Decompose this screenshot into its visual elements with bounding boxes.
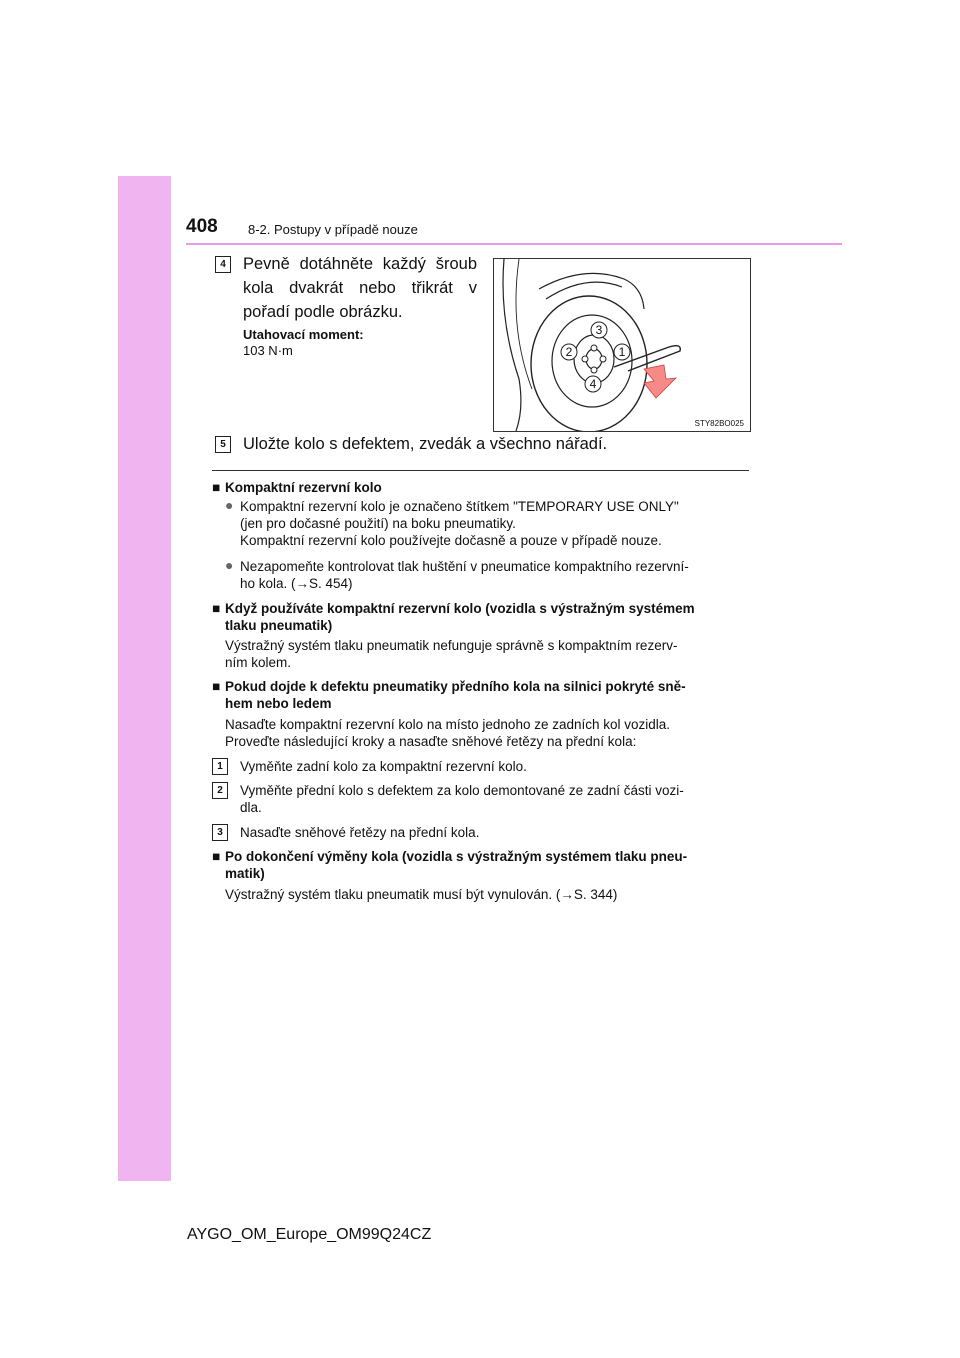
text-line: (jen pro dočasné použití) na boku pneumatiky. — [240, 516, 516, 531]
square-marker-icon: ■ — [212, 679, 221, 694]
section-heading — [212, 678, 749, 712]
section-body — [225, 716, 749, 750]
heading-line: Pokud dojde k defektu pneumatiky předního kola na silnici pokryté sně- — [225, 679, 686, 694]
bullet-icon: ● — [225, 497, 234, 513]
step-number-box: 2 — [212, 782, 228, 799]
torque-value: 103 N·m — [243, 343, 293, 358]
section-title: 8-2. Postupy v případě nouze — [248, 222, 418, 237]
document-footer-code: AYGO_OM_Europe_OM99Q24CZ — [187, 1226, 432, 1243]
fig-label-4: 4 — [589, 377, 597, 391]
text-line: dla. — [240, 800, 262, 815]
text-line: Nasaďte kompaktní rezervní kolo na místo jednoho ze zadních kol vozidla. — [225, 717, 671, 732]
heading-text: Kompaktní rezervní kolo — [225, 480, 382, 495]
heading-line: matik) — [225, 866, 265, 881]
step-number-box: 5 — [215, 436, 231, 453]
torque-label: Utahovací moment: — [243, 327, 364, 342]
section-divider — [212, 470, 749, 471]
step-5-text: Uložte kolo s defektem, zvedák a všechno nářadí. — [243, 435, 608, 453]
text-line: Proveďte následující kroky a nasaďte sněhové řetězy na přední kola: — [225, 734, 637, 749]
heading-line: tlaku pneumatik) — [225, 618, 333, 633]
text-line: Vyměňte zadní kolo za kompaktní rezervní kolo. — [240, 759, 527, 774]
text-line: Kompaktní rezervní kolo používejte dočasně a pouze v případě nouze. — [240, 533, 662, 548]
tighten-direction-arrow-icon — [644, 365, 676, 398]
step-number-box: 1 — [212, 758, 228, 775]
text-line: Výstražný systém tlaku pneumatik nefunguje správně s kompaktním rezerv- — [225, 638, 678, 653]
square-marker-icon: ■ — [212, 601, 221, 616]
step-number-box: 4 — [215, 256, 231, 273]
header-rule — [186, 243, 842, 245]
text-line: Kompaktní rezervní kolo je označeno štítkem "TEMPORARY USE ONLY" — [240, 499, 679, 514]
list-item — [225, 558, 749, 592]
fig-label-3: 3 — [595, 323, 603, 337]
heading-line: Po dokončení výměny kola (vozidla s výstražným systémem tlaku pneu- — [225, 849, 688, 864]
text-line: ho kola. (→S. 454) — [240, 576, 353, 591]
section-body — [225, 886, 749, 903]
square-marker-icon: ■ — [212, 849, 221, 864]
section-heading — [212, 848, 749, 882]
page-sidebar-tab — [118, 176, 171, 1181]
wheel-nut-tightening-figure — [493, 258, 751, 432]
heading-line: Když používáte kompaktní rezervní kolo (vozidla s výstražným systémem — [225, 601, 695, 616]
section-heading — [212, 600, 749, 634]
text-line: Nasaďte sněhové řetězy na přední kola. — [240, 825, 480, 840]
section-heading — [212, 479, 749, 496]
heading-line: hem nebo ledem — [225, 696, 332, 711]
fig-label-1: 1 — [618, 345, 626, 359]
text-line: ním kolem. — [225, 655, 292, 670]
sub-step-text — [240, 758, 749, 775]
text-line: Výstražný systém tlaku pneumatik musí být vynulován. (→S. 344) — [225, 887, 618, 902]
wheel-illustration — [494, 259, 750, 431]
sub-step-text — [240, 782, 749, 816]
sub-step-text — [240, 824, 749, 841]
text-line: Vyměňte přední kolo s defektem za kolo demontované ze zadní části vozi- — [240, 783, 684, 798]
step-number-box: 3 — [212, 824, 228, 841]
square-marker-icon: ■ — [212, 480, 221, 495]
step-4-text: Pevně dotáhněte každý šroub kola dvakrát nebo třikrát v pořadí podle obrázku. — [243, 255, 477, 321]
figure-code: STY82BO025 — [694, 419, 744, 428]
section-body — [225, 637, 749, 671]
page-number: 408 — [186, 216, 218, 237]
fig-label-2: 2 — [565, 345, 573, 359]
bullet-icon: ● — [225, 557, 234, 573]
list-item — [225, 498, 749, 549]
text-line: Nezapomeňte kontrolovat tlak huštění v pneumatice kompaktního rezervní- — [240, 559, 689, 574]
